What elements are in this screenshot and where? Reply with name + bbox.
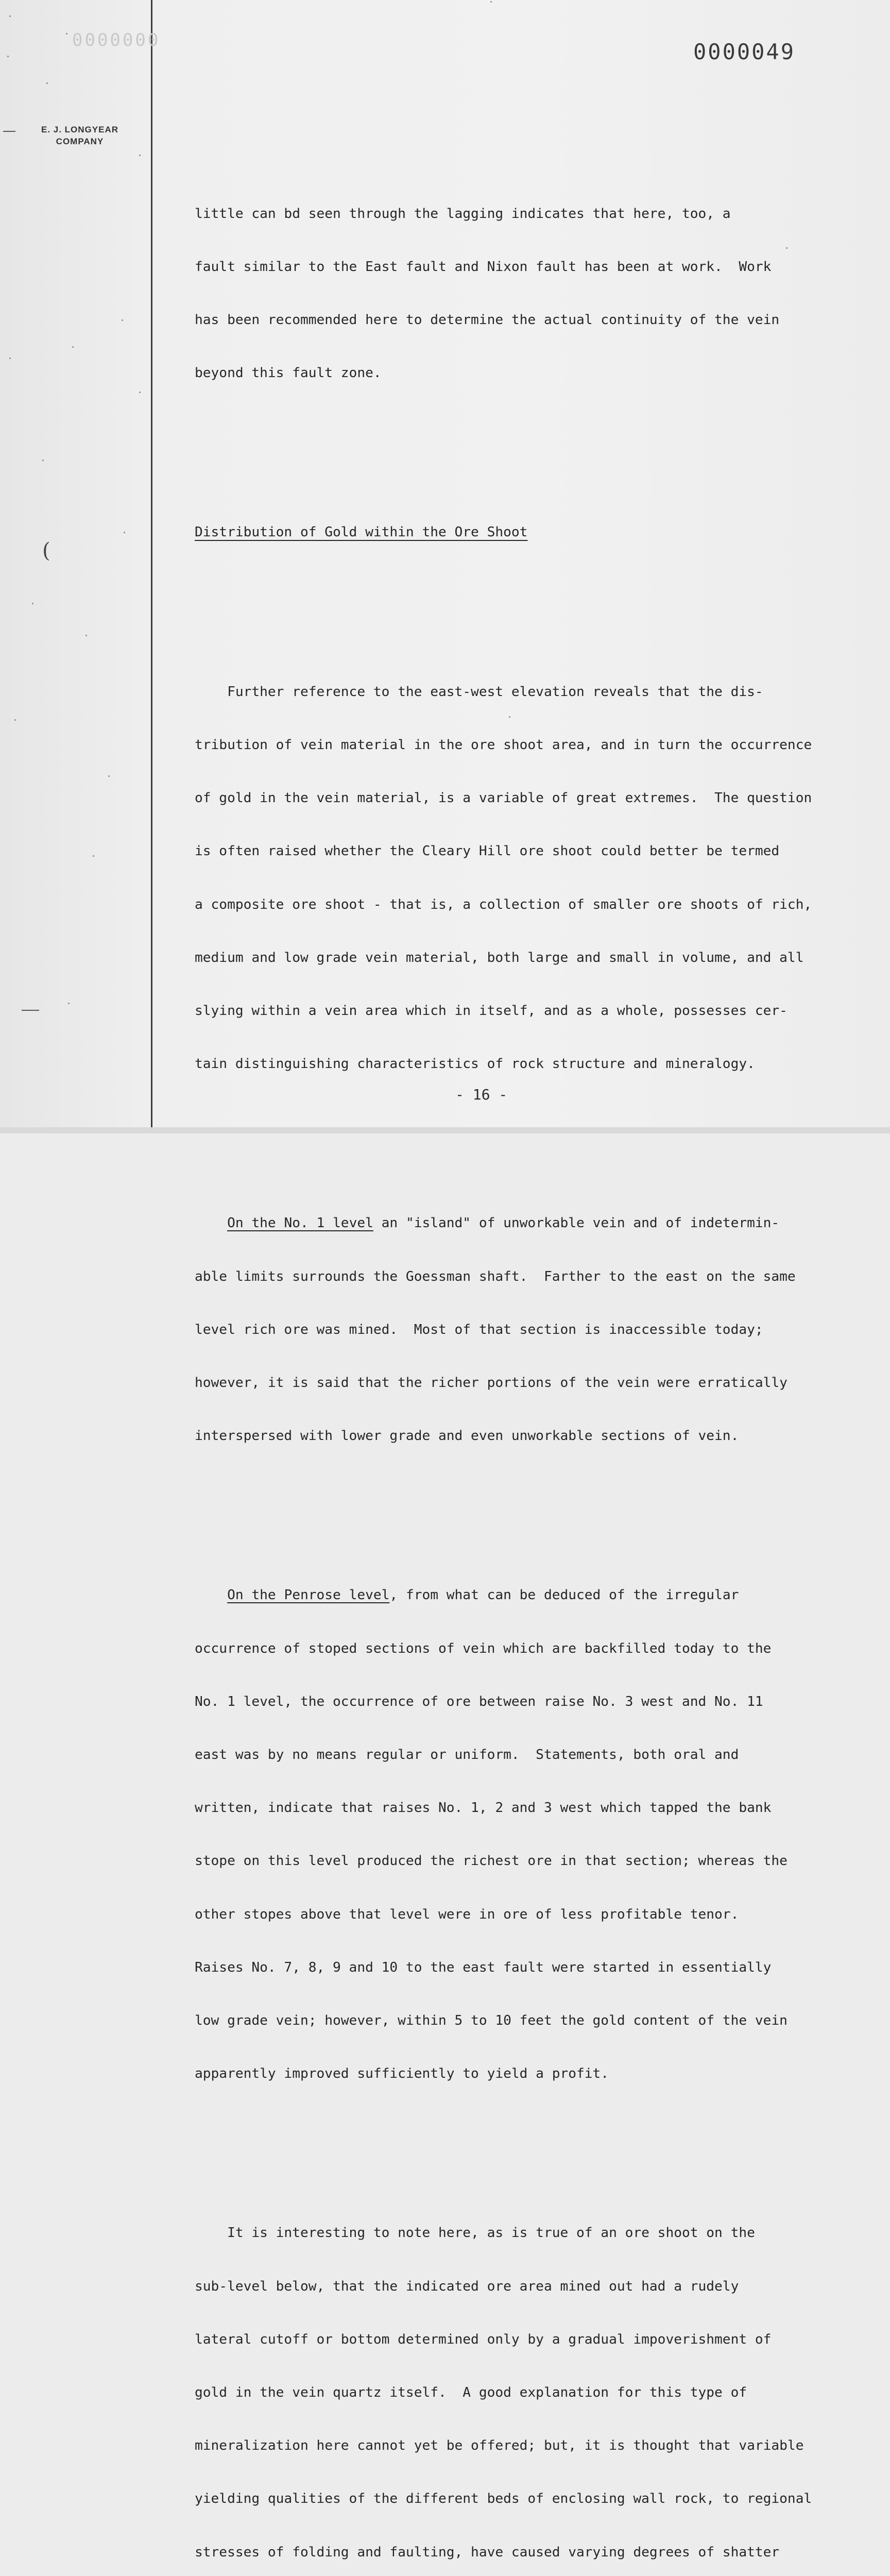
margin-parenthesis-mark: ( — [42, 539, 50, 563]
underlined-lead: On the No. 1 level — [227, 1215, 373, 1231]
paragraph-no1-level — [195, 1179, 864, 1481]
text-line: able limits surrounds the Goessman shaft. Farther to the east on the same — [195, 1268, 796, 1284]
text-line: lateral cutoff or bottom determined only by a gradual impoverishment of — [195, 2331, 772, 2347]
text-line: It is interesting to note here, as is true of an ore shoot on the — [195, 2225, 755, 2241]
text-line: other stopes above that level were in ore of less profitable tenor. — [195, 1906, 739, 1922]
margin-rule — [151, 0, 152, 1133]
page-number: - 16 - — [455, 1086, 508, 1103]
paragraph-penrose-level — [195, 1551, 864, 2119]
paragraph-continued — [195, 170, 864, 418]
text-line: tribution of vein material in the ore shoot area, and in turn the occurrence — [195, 737, 812, 753]
text-line: written, indicate that raises No. 1, 2 and 3 west which tapped the bank — [195, 1800, 772, 1816]
text-line: little can bd seen through the lagging indicates that here, too, a — [195, 206, 731, 222]
company-label: COMPANY — [56, 137, 104, 146]
text-line — [195, 1214, 864, 1232]
text-line: yielding qualities of the different beds of enclosing wall rock, to regional — [195, 2491, 812, 2507]
text-line: interspersed with lower grade and even unworkable sections of vein. — [195, 1428, 739, 1444]
text-line: Raises No. 7, 8, 9 and 10 to the east fault were started in essentially — [195, 1959, 772, 1975]
document-body — [195, 134, 864, 2576]
text-line: low grade vein; however, within 5 to 10 feet the gold content of the vein — [195, 2013, 788, 2029]
text-line: sub-level below, that the indicated ore area mined out had a rudely — [195, 2278, 739, 2294]
company-name: E. J. LONGYEAR — [41, 125, 119, 134]
paragraph-further-reference — [195, 648, 864, 1108]
text-line: medium and low grade vein material, both large and small in volume, and all — [195, 950, 804, 965]
text-run: an "island" of unworkable vein and of indetermin- — [373, 1215, 780, 1231]
company-letterhead — [31, 124, 129, 147]
text-line: slying within a vein area which in itself, and as a whole, possesses cer- — [195, 1003, 788, 1019]
text-line: No. 1 level, the occurrence of ore between raise No. 3 west and No. 11 — [195, 1693, 763, 1709]
text-line: occurrence of stoped sections of vein which are backfilled today to the — [195, 1640, 772, 1656]
underlined-lead: On the Penrose level — [227, 1587, 390, 1603]
text-line: fault similar to the East fault and Nixon fault has been at work. Work — [195, 259, 772, 275]
text-line: gold in the vein quartz itself. A good explanation for this type of — [195, 2385, 747, 2401]
paragraph-interesting-note — [195, 2189, 864, 2576]
text-line: Further reference to the east-west elevation reveals that the dis- — [195, 684, 763, 700]
text-line: mineralization here cannot yet be offered; but, it is thought that variable — [195, 2438, 804, 2454]
section-heading-text: Distribution of Gold within the Ore Shoot — [195, 524, 528, 540]
text-line: however, it is said that the richer portions of the vein were erratically — [195, 1375, 788, 1391]
text-line: a composite ore shoot - that is, a collection of smaller ore shoots of rich, — [195, 896, 812, 912]
faint-stamp-number: 0000000 — [72, 30, 161, 50]
section-heading — [195, 488, 864, 577]
document-number: 0000049 — [693, 39, 796, 64]
margin-dash-bottom — [22, 1010, 39, 1011]
text-line: beyond this fault zone. — [195, 365, 382, 381]
text-line: stope on this level produced the richest ore in that section; whereas the — [195, 1853, 788, 1869]
text-line: level rich ore was mined. Most of that section is inaccessible today; — [195, 1321, 763, 1337]
text-line — [195, 1586, 864, 1604]
text-line: stresses of folding and faulting, have caused varying degrees of shatter — [195, 2544, 780, 2560]
text-line: east was by no means regular or uniform. Statements, both oral and — [195, 1747, 739, 1763]
text-run: , from what can be deduced of the irregular — [389, 1587, 739, 1603]
text-line: tain distinguishing characteristics of rock structure and mineralogy. — [195, 1056, 755, 1072]
text-line: is often raised whether the Cleary Hill ore shoot could better be termed — [195, 843, 780, 859]
text-line: has been recommended here to determine the actual continuity of the vein — [195, 312, 780, 328]
margin-dash-top — [3, 131, 15, 132]
text-line: apparently improved sufficiently to yield a profit. — [195, 2066, 609, 2082]
text-line: of gold in the vein material, is a variable of great extremes. The question — [195, 790, 812, 806]
